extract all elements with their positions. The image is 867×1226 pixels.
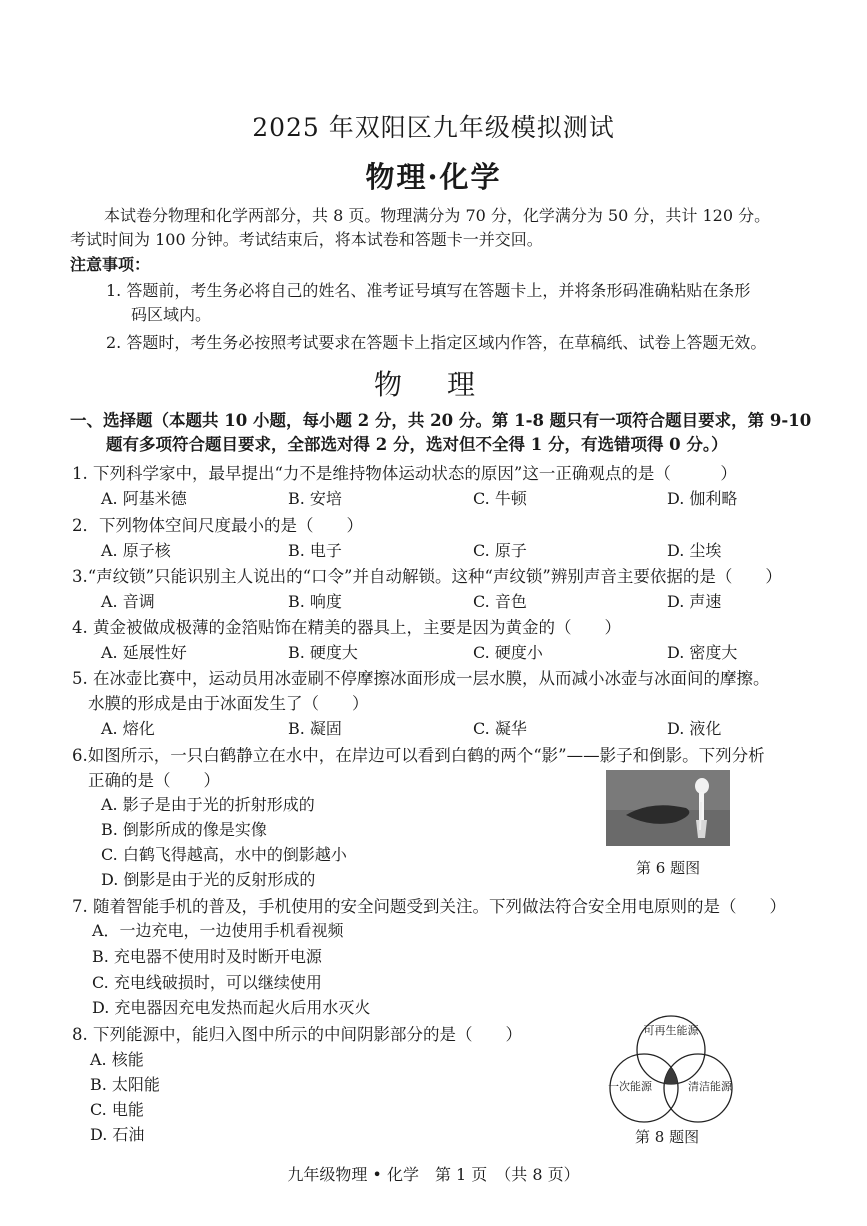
question-1-stem: 1. 下列科学家中，最早提出“力不是维持物体运动状态的原因”这一正确观点的是（ ） — [72, 464, 737, 483]
question-8-venn-diagram — [598, 1012, 744, 1128]
question-8-option-c: C. 电能 — [90, 1100, 144, 1119]
question-8-stem: 8. 下列能源中，能归入图中所示的中间阴影部分的是（ ） — [72, 1025, 522, 1044]
question-2-option-b: B. 电子 — [288, 541, 342, 560]
question-1-option-d: D. 伽利略 — [667, 489, 738, 508]
question-6-crane-photo — [606, 770, 730, 846]
question-7-option-a: A．一边充电，一边使用手机看视频 — [92, 921, 344, 940]
venn-label-renewable: 可再生能源 — [643, 1024, 699, 1037]
question-1-option-a: A. 阿基米德 — [101, 489, 187, 508]
question-7-option-b: B. 充电器不使用时及时断开电源 — [92, 947, 322, 966]
question-6-figure-caption: 第 6 题图 — [636, 859, 701, 877]
question-4-option-b: B. 硬度大 — [288, 643, 358, 662]
part1-heading-cont: 题有多项符合题目要求，全部选对得 2 分，选对但不全得 1 分，有选错项得 0 分。） — [106, 435, 728, 454]
question-4-stem: 4. 黄金被做成极薄的金箔贴饰在精美的器具上，主要是因为黄金的（ ） — [72, 618, 621, 637]
question-8-option-a: A. 核能 — [90, 1050, 144, 1069]
section-title-physics: 物 理 — [374, 368, 493, 401]
question-6-stem: 6.如图所示，一只白鹤静立在水中，在岸边可以看到白鹤的两个“影”——影子和倒影。下列分析 — [72, 746, 765, 765]
question-6-option-c: C. 白鹤飞得越高，水中的倒影越小 — [101, 845, 347, 864]
question-5-option-c: C. 凝华 — [473, 719, 527, 738]
notice-item-2: 2. 答题时，考生务必按照考试要求在答题卡上指定区域内作答，在草稿纸、试卷上答题无效。 — [106, 333, 767, 352]
question-7-stem: 7. 随着智能手机的普及，手机使用的安全问题受到关注。下列做法符合安全用电原则的是（ ） — [72, 897, 786, 916]
subject-title: 物理·化学 — [365, 160, 502, 194]
question-3-option-d: D. 声速 — [667, 592, 722, 611]
question-3-stem: 3.“声纹锁”只能识别主人说出的“口令”并自动解锁。这种“声纹锁”辨别声音主要依据的是（ ） — [72, 567, 782, 586]
question-4-option-d: D. 密度大 — [667, 643, 738, 662]
intro-line-2: 考试时间为 100 分钟。考试结束后，将本试卷和答题卡一并交回。 — [70, 230, 543, 249]
page-footer: 九年级物理 • 化学 第 1 页 （共 8 页） — [287, 1165, 580, 1184]
venn-label-primary: 一次能源 — [608, 1080, 652, 1093]
question-2-option-c: C. 原子 — [473, 541, 527, 560]
question-6-option-a: A. 影子是由于光的折射形成的 — [101, 795, 315, 814]
question-5-stem-cont: 水膜的形成是由于冰面发生了（ ） — [88, 694, 369, 713]
exam-title: 2025 年双阳区九年级模拟测试 — [252, 113, 615, 142]
question-1-option-b: B. 安培 — [288, 489, 342, 508]
notice-item-1: 1. 答题前，考生务必将自己的姓名、准考证号填写在答题卡上，并将条形码准确粘贴在条形 — [106, 281, 751, 300]
question-3-option-b: B. 响度 — [288, 592, 342, 611]
question-5-option-b: B. 凝固 — [288, 719, 342, 738]
question-6-option-d: D. 倒影是由于光的反射形成的 — [101, 870, 316, 889]
question-8-option-d: D. 石油 — [90, 1125, 145, 1144]
question-4-option-c: C. 硬度小 — [473, 643, 543, 662]
question-5-option-d: D. 液化 — [667, 719, 722, 738]
venn-label-clean: 清洁能源 — [688, 1080, 732, 1093]
notice-heading: 注意事项： — [70, 255, 151, 274]
question-5-stem: 5. 在冰壶比赛中，运动员用冰壶刷不停摩擦冰面形成一层水膜，从而减小冰壶与冰面间的摩擦。 — [72, 669, 770, 688]
question-2-option-d: D. 尘埃 — [667, 541, 722, 560]
question-7-option-d: D. 充电器因充电发热而起火后用水灭火 — [92, 998, 371, 1017]
question-2-option-a: A. 原子核 — [101, 541, 171, 560]
question-8-option-b: B. 太阳能 — [90, 1075, 160, 1094]
question-6-stem-cont: 正确的是（ ） — [88, 771, 220, 790]
intro-line-1: 本试卷分物理和化学两部分，共 8 页。物理满分为 70 分，化学满分为 50 分，共计 120 分。 — [104, 206, 771, 225]
part1-heading: 一、选择题（本题共 10 小题，每小题 2 分，共 20 分。第 1-8 题只有一项符合题目要求，第 9-10 — [70, 411, 812, 430]
question-5-option-a: A. 熔化 — [101, 719, 155, 738]
question-7-option-c: C. 充电线破损时，可以继续使用 — [92, 973, 322, 992]
question-3-option-a: A. 音调 — [101, 592, 155, 611]
question-1-option-c: C. 牛顿 — [473, 489, 527, 508]
notice-item-1-cont: 码区域内。 — [131, 305, 212, 324]
question-8-figure-caption: 第 8 题图 — [635, 1128, 700, 1146]
question-3-option-c: C. 音色 — [473, 592, 527, 611]
question-6-option-b: B. 倒影所成的像是实像 — [101, 820, 267, 839]
crane-illustration — [606, 770, 730, 846]
question-4-option-a: A. 延展性好 — [101, 643, 187, 662]
question-2-stem: 2．下列物体空间尺度最小的是（ ） — [72, 516, 363, 535]
